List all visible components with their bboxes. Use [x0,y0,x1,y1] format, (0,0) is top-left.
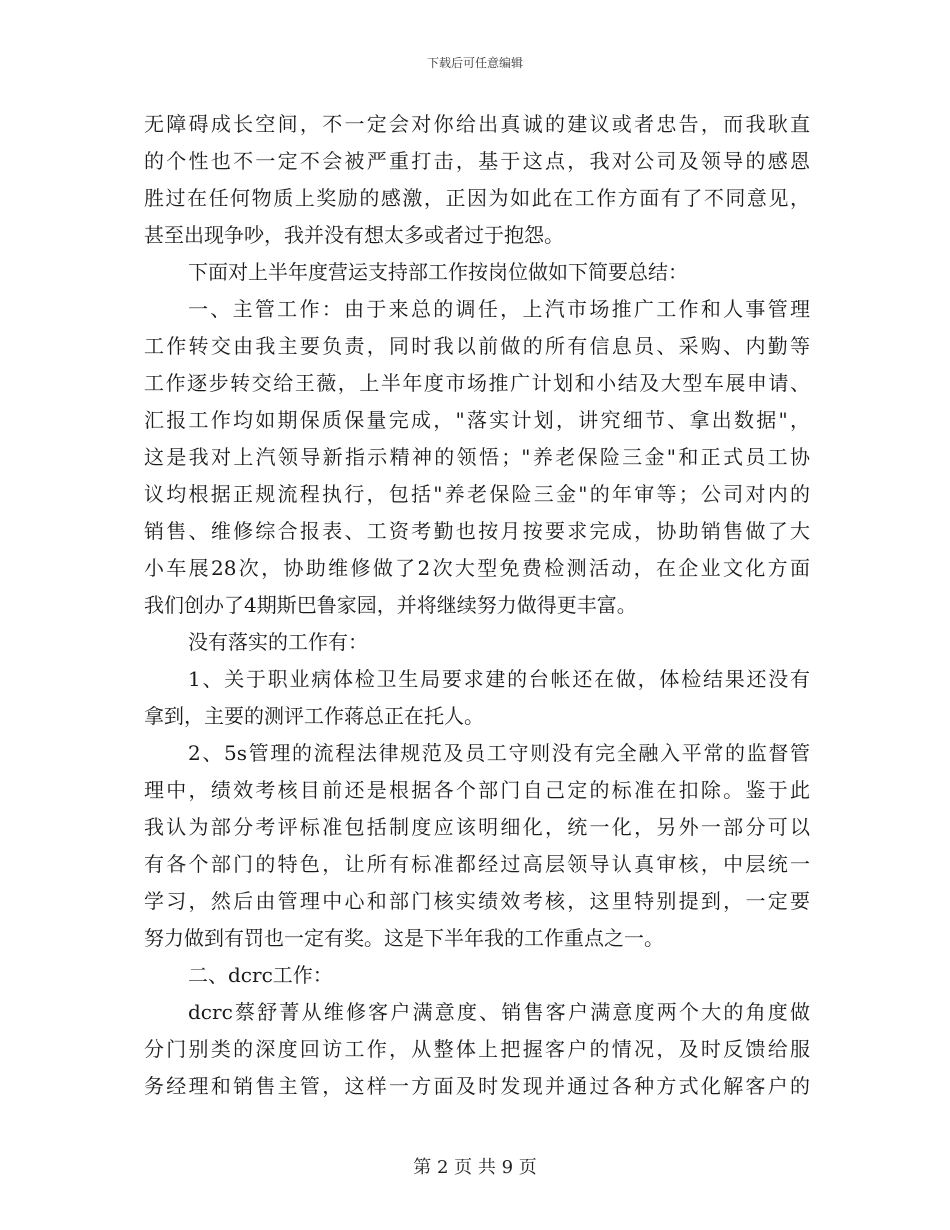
text-line: 的个性也不一定不会被严重打击，基于这点，我对公司及领导的感恩 [144,149,810,173]
text-line: 无障碍成长空间，不一定会对你给出真诚的建议或者忠告，而我耿直 [144,112,810,136]
text-line: 工作转交由我主要负责，同时我以前做的所有信息员、采购、内勤等 [144,334,810,358]
text-line: 议均根据正规流程执行，包括"养老保险三金"的年审等；公司对内的 [144,482,810,506]
text-line: 胜过在任何物质上奖励的感激，正因为如此在工作方面有了不同意见， [144,186,810,210]
text-line: 二、dcrc工作： [188,963,333,987]
text-line: 销售、维修综合报表、工资考勤也按月按要求完成，协助销售做了大 [144,519,810,543]
text-line: 我认为部分考评标准包括制度应该明细化，统一化，另外一部分可以 [144,815,810,839]
text-line: 没有落实的工作有： [188,630,368,654]
text-line: 下面对上半年度营运支持部工作按岗位做如下简要总结： [188,260,688,284]
text-line: 务经理和销售主管，这样一方面及时发现并通过各种方式化解客户的 [144,1074,810,1098]
text-line: 拿到，主要的测评工作蒋总正在托人。 [144,704,484,728]
text-line: 努力做到有罚也一定有奖。这是下半年我的工作重点之一。 [144,926,664,950]
page-header: 下载后可任意编辑 [426,56,523,70]
text-line: 1、关于职业病体检卫生局要求建的台帐还在做，体检结果还没有 [188,667,810,691]
text-line: 汇报工作均如期保质保量完成，"落实计划，讲究细节、拿出数据"， [144,408,810,432]
text-line: 这是我对上汽领导新指示精神的领悟；"养老保险三金"和正式员工协 [144,445,810,469]
text-line: 理中，绩效考核目前还是根据各个部门自己定的标准在扣除。鉴于此 [144,778,810,802]
text-line: 一、主管工作：由于来总的调任，上汽市场推广工作和人事管理 [188,297,810,321]
document-body [144,106,810,1105]
text-line: 有各个部门的特色，让所有标准都经过高层领导认真审核，中层统一 [144,852,810,876]
text-line: dcrc蔡舒菁从维修客户满意度、销售客户满意度两个大的角度做 [188,1000,810,1024]
text-line: 学习，然后由管理中心和部门核实绩效考核，这里特别提到，一定要 [144,889,810,913]
text-line: 小车展28次，协助维修做了2次大型免费检测活动，在企业文化方面 [144,556,810,580]
text-line: 甚至出现争吵，我并没有想太多或者过于抱怨。 [144,223,564,247]
text-line: 分门别类的深度回访工作，从整体上把握客户的情况，及时反馈给服 [144,1037,810,1061]
text-line: 我们创办了4期斯巴鲁家园，并将继续努力做得更丰富。 [144,593,637,617]
page-footer: 第 2 页 共 9 页 [413,1157,537,1178]
text-line: 工作逐步转交给王薇，上半年度市场推广计划和小结及大型车展申请、 [144,371,810,395]
text-line: 2、5s管理的流程法律规范及员工守则没有完全融入平常的监督管 [188,741,810,765]
